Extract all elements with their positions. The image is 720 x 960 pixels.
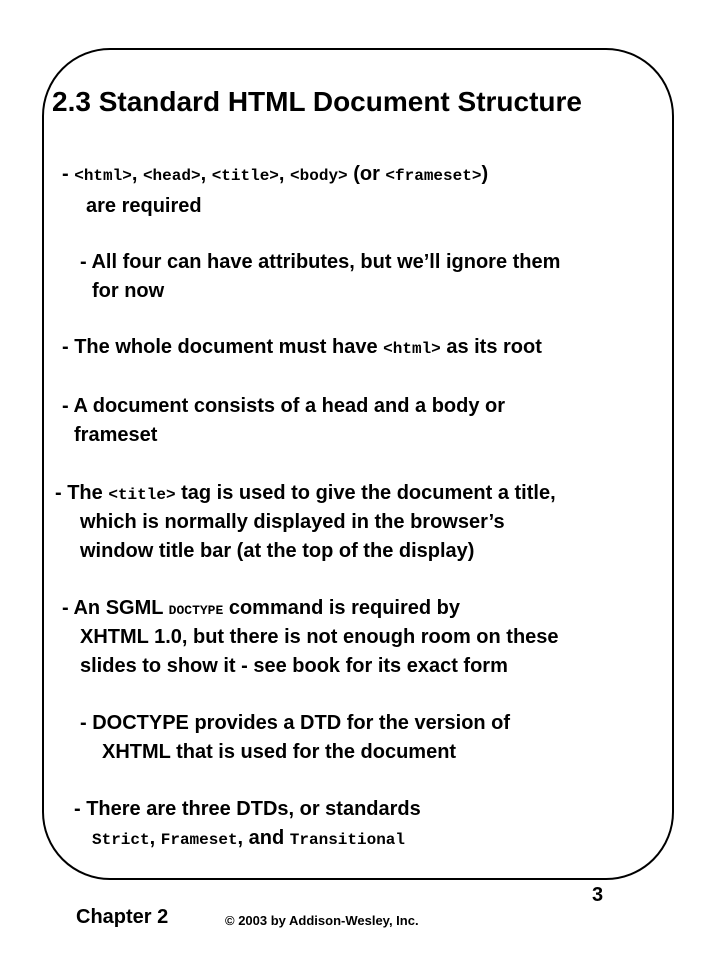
separator: ,: [278, 163, 291, 185]
bullet-text: - An SGML: [62, 597, 169, 619]
slide-title: 2.3 Standard HTML Document Structure: [52, 86, 583, 117]
bullet-doctype-cont2: slides to show it - see book for its exact form: [80, 655, 508, 677]
bullet-text: tag is used to give the document a title,: [175, 482, 556, 504]
paren-open: (or: [347, 163, 386, 185]
bullet-text: command is required by: [223, 597, 461, 619]
bullet-doctype-cont1: XHTML 1.0, but there is not enough room on these: [80, 626, 559, 648]
doctype-keyword: DOCTYPE: [168, 603, 224, 618]
bullet-head-body: - A document consists of a head and a body or: [62, 395, 506, 417]
separator: ,: [200, 163, 212, 185]
tag-body: <body>: [290, 167, 348, 185]
footer-chapter: Chapter 2: [76, 906, 169, 928]
bullet-required-tags: [62, 162, 488, 188]
bullet-head-body-cont: frameset: [74, 424, 158, 446]
tag-title: <title>: [108, 486, 176, 504]
dtd-transitional: Transitional: [289, 831, 405, 849]
subbullet-attributes-cont: for now: [92, 280, 165, 302]
bullet-dtd-names: [92, 826, 405, 852]
tag-html: <html>: [383, 340, 441, 358]
bullet-title-tag-cont1: which is normally displayed in the browser’s: [80, 511, 505, 533]
paren-close: ): [481, 163, 489, 185]
bullet-html-root: [62, 335, 542, 361]
subbullet-dtd-cont: XHTML that is used for the document: [102, 741, 457, 763]
bullet-text: as its root: [440, 336, 542, 358]
footer-copyright: © 2003 by Addison-Wesley, Inc.: [225, 913, 419, 928]
dtd-strict: Strict: [92, 831, 150, 849]
subbullet-dtd: - DOCTYPE provides a DTD for the version of: [80, 712, 511, 734]
bullet-title-tag-cont2: window title bar (at the top of the display): [80, 540, 475, 562]
subbullet-attributes: - All four can have attributes, but we’ll ignore them: [80, 251, 561, 273]
dtd-frameset: Frameset: [160, 831, 238, 849]
tag-head: <head>: [142, 167, 201, 185]
tag-title: <title>: [211, 167, 279, 185]
bullet-required-tags-cont: are required: [86, 195, 202, 217]
bullet-text: - The whole document must have: [62, 336, 384, 358]
bullet-doctype: [62, 596, 460, 623]
bullet-dash: -: [62, 163, 75, 185]
separator: ,: [131, 163, 143, 185]
bullet-three-dtds: - There are three DTDs, or standards: [74, 798, 421, 820]
separator: , and: [237, 827, 290, 849]
bullet-title-tag: [55, 481, 556, 507]
bullet-text: - The: [55, 482, 109, 504]
page-number: 3: [592, 884, 604, 906]
tag-frameset: <frameset>: [385, 167, 482, 185]
separator: ,: [149, 827, 161, 849]
tag-html: <html>: [74, 167, 132, 185]
